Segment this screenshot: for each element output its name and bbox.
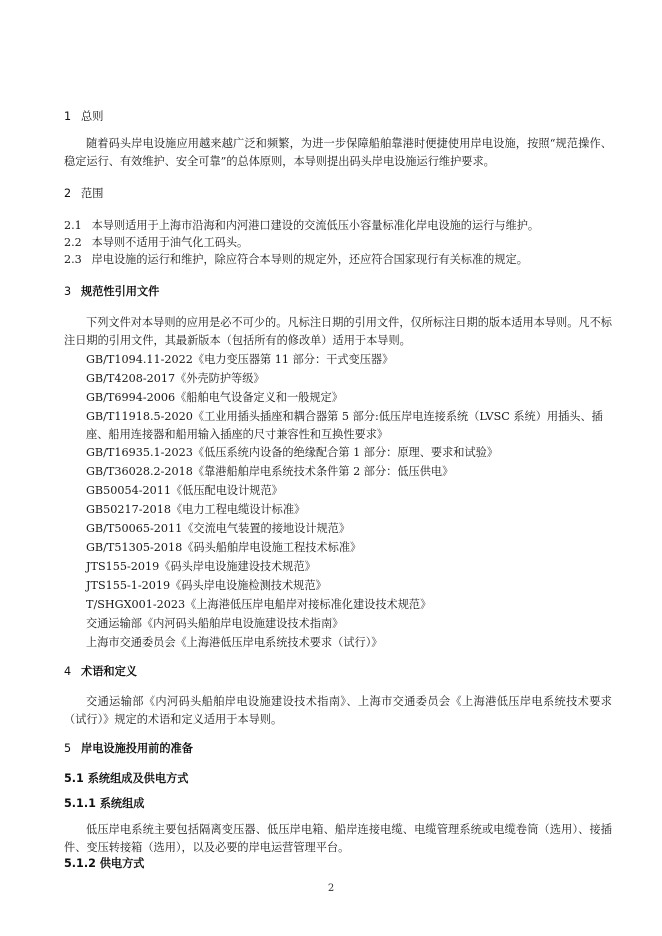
page-number: 2 <box>327 883 335 894</box>
section-title: 岸电设施投用前的准备 <box>81 742 193 755</box>
section-1-heading <box>64 108 612 126</box>
reference-item: GB50054-2011《低压配电设计规范》 <box>86 484 283 497</box>
reference-item: GB/T6994-2006《船舶电气设备定义和一般规定》 <box>86 391 343 404</box>
section-2-heading <box>64 185 612 203</box>
reference-item: GB/T4208-2017《外壳防护等级》 <box>86 372 265 385</box>
reference-item: 交通运输部《内河码头船舶岸电设施建设技术指南》 <box>86 617 344 630</box>
clause-text: 本导则适用于上海市沿海和内河港口建设的交流低压小容量标准化岸电设施的运行与维护。 <box>91 219 540 232</box>
section-5-heading <box>64 740 612 758</box>
clause-number: 2.2 <box>64 236 82 249</box>
clause-2-1 <box>64 217 612 235</box>
section-title: 总则 <box>81 110 104 123</box>
section-number: 4 <box>64 665 72 678</box>
clause-number: 2.3 <box>64 253 82 266</box>
reference-item: GB/T50065-2011《交流电气装置的接地设计规范》 <box>86 522 351 535</box>
subsection-5-1-1-paragraph: 低压岸电系统主要包括隔离变压器、低压岸电箱、船岸连接电缆、电缆管理系统或电缆卷筒（选用）、接插件、变压转接箱（选用），以及必要的岸电运营管理平台。 <box>64 823 612 854</box>
section-number: 2 <box>64 187 72 200</box>
reference-item: GB/T11918.5-2020《工业用插头插座和耦合器第 5 部分:低压岸电连接系统（LVSC 系统）用插头、插座、船用连接器和船用输入插座的尺寸兼容性和互换性要求》 <box>86 410 603 441</box>
clause-text: 本导则不适用于油气化工码头。 <box>91 236 249 249</box>
clause-2-3 <box>64 251 612 269</box>
reference-item: GB50217-2018《电力工程电缆设计标准》 <box>86 503 306 516</box>
subsection-5-1-heading: 5.1 系统组成及供电方式 <box>64 772 189 785</box>
section-1-paragraph: 随着码头岸电设施应用越来越广泛和频繁，为进一步保障船舶靠港时便捷使用岸电设施，按照“规范操作、稳定运行、有效维护、安全可靠”的总体原则，本导则提出码头岸电设施运行维护要求。 <box>64 137 612 168</box>
reference-item: GB/T51305-2018《码头船舶岸电设施工程技术标准》 <box>86 541 362 554</box>
section-number: 1 <box>64 110 72 123</box>
section-title: 范围 <box>81 187 104 200</box>
clause-text: 岸电设施的运行和维护，除应符合本导则的规定外，还应符合国家现行有关标准的规定。 <box>91 253 528 266</box>
reference-item: GB/T16935.1-2023《低压系统内设备的绝缘配合第 1 部分：原理、要求和试验》 <box>86 446 499 459</box>
subsection-5-1-1-heading: 5.1.1 系统组成 <box>64 797 145 810</box>
section-number: 5 <box>64 742 72 755</box>
section-4-heading <box>64 663 612 681</box>
clause-number: 2.1 <box>64 219 82 232</box>
subsection-5-1-2-heading: 5.1.2 供电方式 <box>64 857 145 870</box>
reference-item: GB/T1094.11-2022《电力变压器第 11 部分：干式变压器》 <box>86 353 394 366</box>
reference-item: 上海市交通委员会《上海港低压岸电系统技术要求（试行）》 <box>86 636 383 649</box>
section-3-heading <box>64 283 612 301</box>
section-title: 规范性引用文件 <box>81 285 160 298</box>
section-4-paragraph: 交通运输部《内河码头船舶岸电设施建设技术指南》、上海市交通委员会《上海港低压岸电系统技术要求（试行）》规定的术语和定义适用于本导则。 <box>64 695 612 726</box>
reference-item: JTS155-1-2019《码头岸电设施检测技术规范》 <box>86 579 327 592</box>
clause-2-2 <box>64 234 612 252</box>
section-title: 术语和定义 <box>81 665 137 678</box>
reference-item: T/SHGX001-2023《上海港低压岸电船岸对接标准化建设技术规范》 <box>86 598 432 611</box>
reference-item: GB/T36028.2-2018《靠港船舶岸电系统技术条件第 2 部分：低压供电》 <box>86 465 454 478</box>
section-3-intro: 下列文件对本导则的应用是必不可少的。凡标注日期的引用文件，仅所标注日期的版本适用本导则。凡不标注日期的引用文件，其最新版本（包括所有的修改单）适用于本导则。 <box>64 316 612 347</box>
reference-item: JTS155-2019《码头岸电设施建设技术规范》 <box>86 560 316 573</box>
section-number: 3 <box>64 285 72 298</box>
